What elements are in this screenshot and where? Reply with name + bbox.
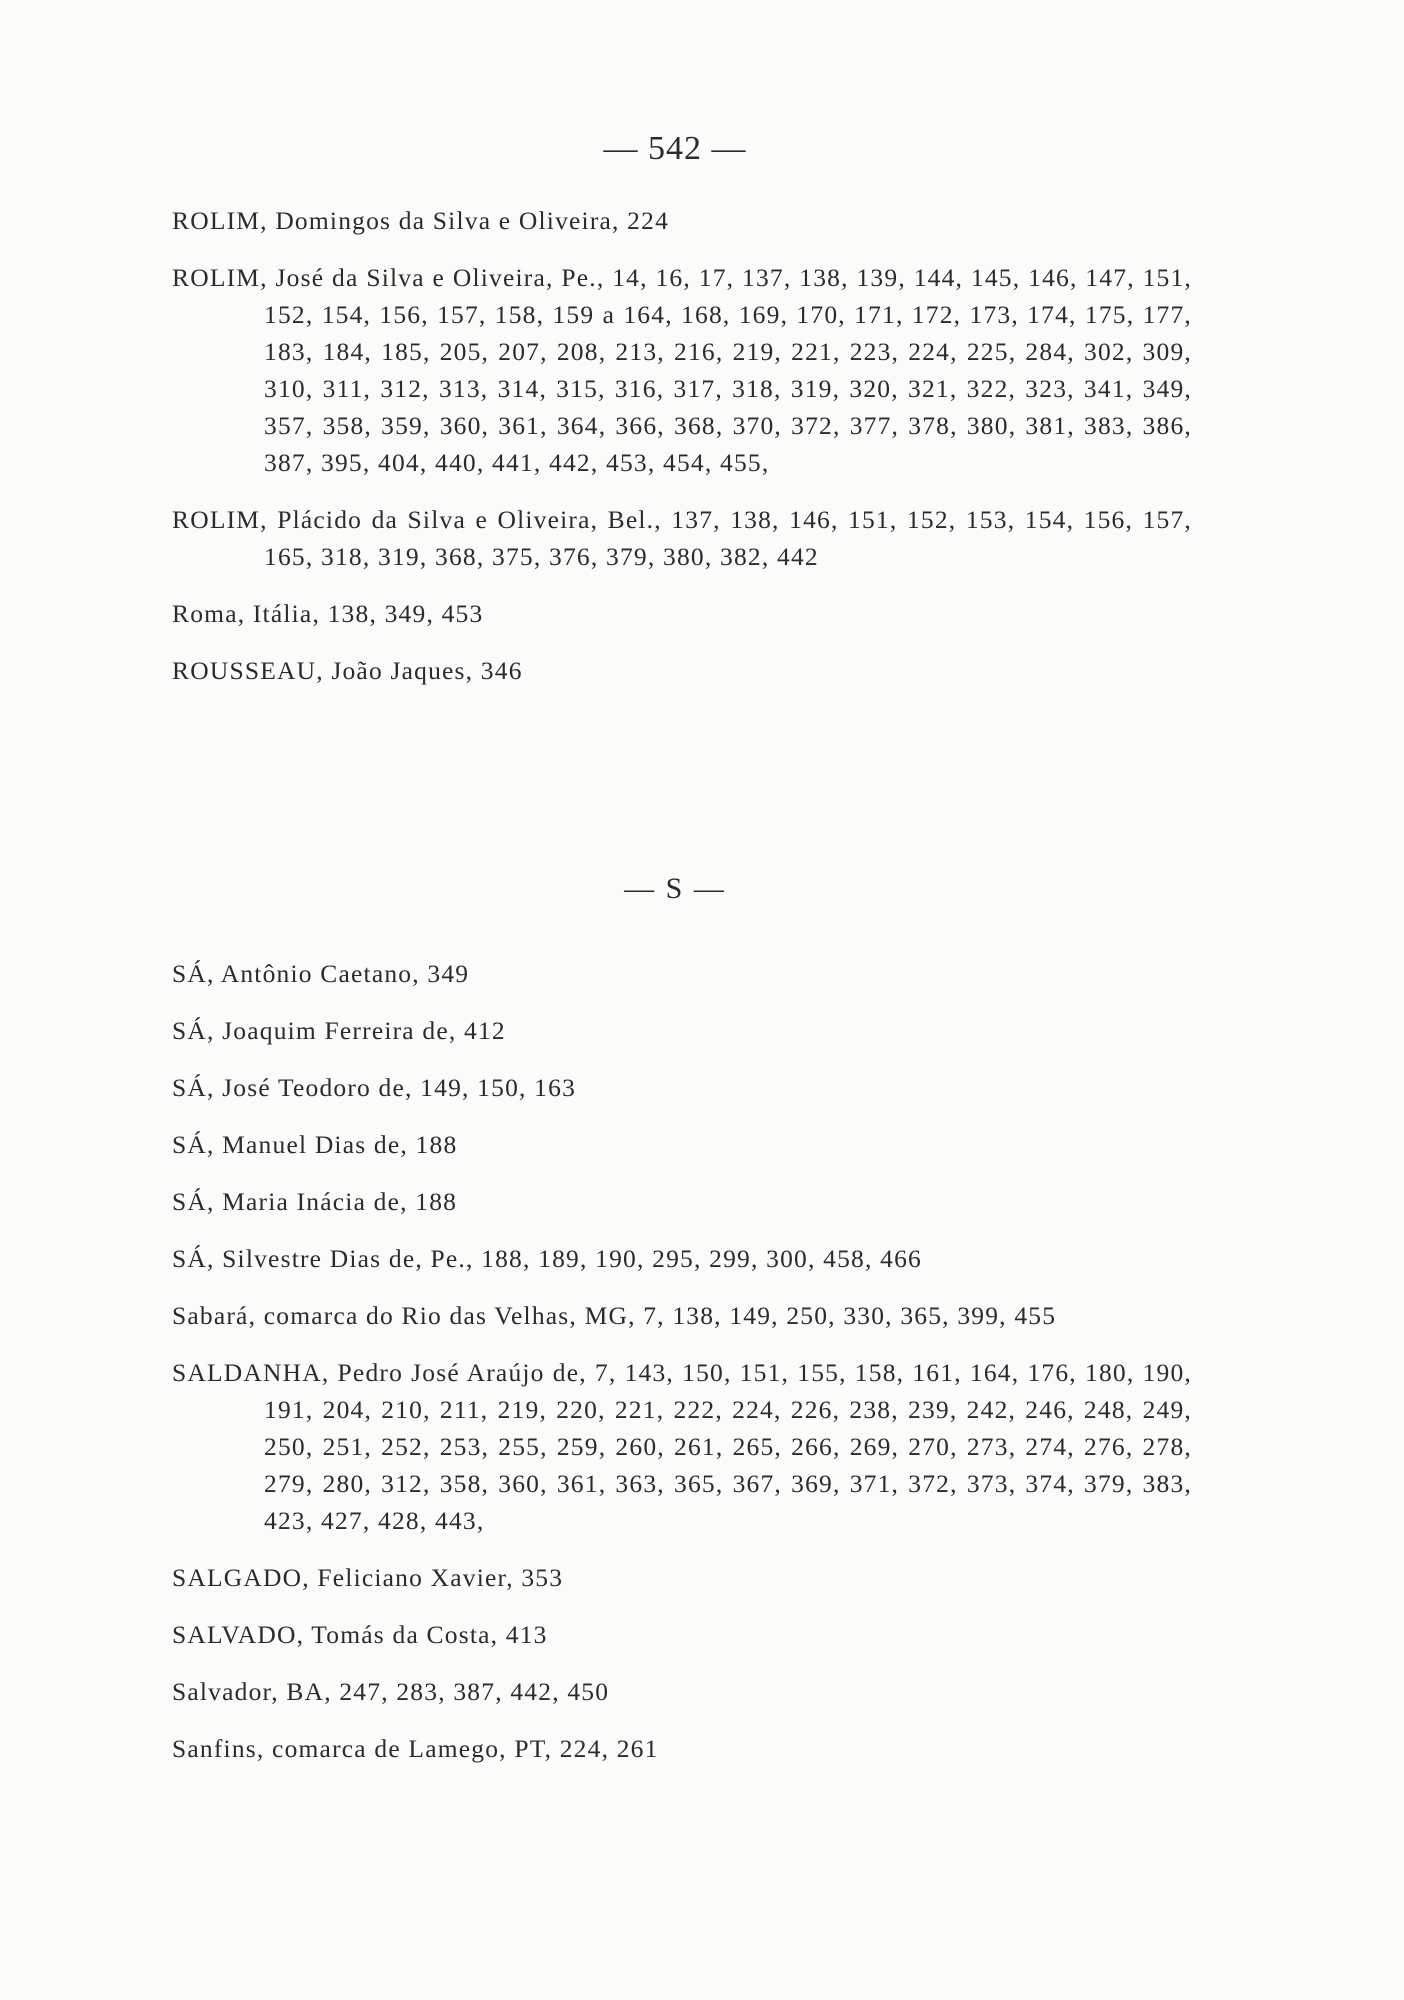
index-section-s: [172, 955, 1192, 1787]
index-entry: ROLIM, Plácido da Silva e Oliveira, Bel., 137, 138, 146, 151, 152, 153, 154, 156, 157, 165, 318, 319, 368, 375, 376, 379, 380, 382, 442: [172, 505, 1192, 571]
index-entry: Sanfins, comarca de Lamego, PT, 224, 261: [172, 1734, 659, 1763]
index-entry: SÁ, Silvestre Dias de, Pe., 188, 189, 190, 295, 299, 300, 458, 466: [172, 1244, 922, 1273]
index-entry: Salvador, BA, 247, 283, 387, 442, 450: [172, 1677, 610, 1706]
index-entry: Roma, Itália, 138, 349, 453: [172, 599, 484, 628]
index-entry: ROUSSEAU, João Jaques, 346: [172, 656, 523, 685]
index-entry: SÁ, Manuel Dias de, 188: [172, 1130, 458, 1159]
index-entry: SALDANHA, Pedro José Araújo de, 7, 143, 150, 151, 155, 158, 161, 164, 176, 180, 190, 191, 204, 210, 211, 219, 220, 221, 222, 224, 226, 238, 239, 242, 246, 248, 249, 250, 251, 252, 253, 255, 259, 260, 261, 265, 266, 269, 270, 273, 274, 276, 278, 279, 280, 312, 358, 360, 361, 363, 365, 367, 369, 371, 372, 373, 374, 379, 383, 423, 427, 428, 443,: [172, 1358, 1192, 1535]
index-entry: SÁ, Antônio Caetano, 349: [172, 959, 470, 988]
index-entry: SÁ, José Teodoro de, 149, 150, 163: [172, 1073, 577, 1102]
page-number: — 542 —: [603, 130, 747, 167]
index-section-r: [172, 202, 1192, 709]
index-entry: SÁ, Maria Inácia de, 188: [172, 1187, 458, 1216]
index-entry: SALGADO, Feliciano Xavier, 353: [172, 1563, 564, 1592]
index-entry: ROLIM, Domingos da Silva e Oliveira, 224: [172, 206, 670, 235]
section-heading-s: — S —: [624, 872, 726, 905]
index-entry: SÁ, Joaquim Ferreira de, 412: [172, 1016, 506, 1045]
index-entry: SALVADO, Tomás da Costa, 413: [172, 1620, 548, 1649]
index-entry: ROLIM, José da Silva e Oliveira, Pe., 14, 16, 17, 137, 138, 139, 144, 145, 146, 147, 151, 152, 154, 156, 157, 158, 159 a 164, 168, 169, 170, 171, 172, 173, 174, 175, 177, 183, 184, 185, 205, 207, 208, 213, 216, 219, 221, 223, 224, 225, 284, 302, 309, 310, 311, 312, 313, 314, 315, 316, 317, 318, 319, 320, 321, 322, 323, 341, 349, 357, 358, 359, 360, 361, 364, 366, 368, 370, 372, 377, 378, 380, 381, 383, 386, 387, 395, 404, 440, 441, 442, 453, 454, 455,: [172, 263, 1192, 477]
index-entry: Sabará, comarca do Rio das Velhas, MG, 7, 138, 149, 250, 330, 365, 399, 455: [172, 1301, 1057, 1330]
